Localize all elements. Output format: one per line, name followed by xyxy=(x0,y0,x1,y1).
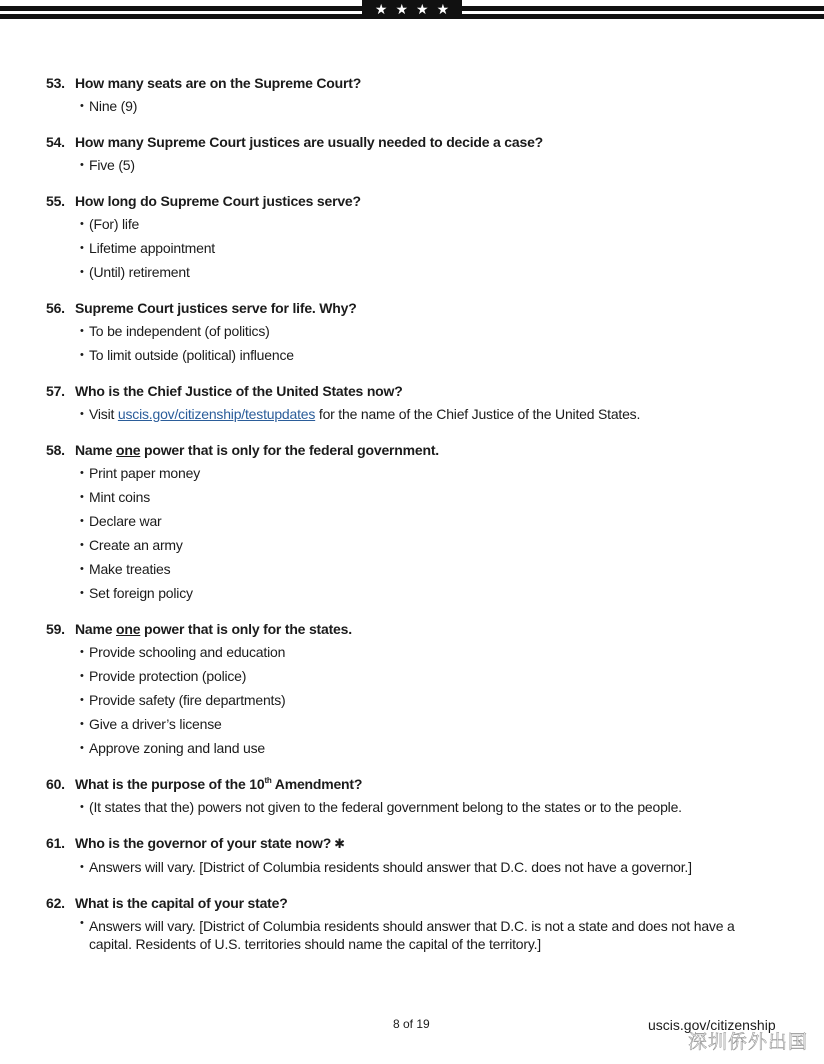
answer-item: • Provide protection (police) xyxy=(80,664,766,688)
header-flag-band xyxy=(0,0,824,22)
answer-item: • Answers will vary. [District of Columbia residents should answer that D.C. does not have a governor.] xyxy=(80,855,766,879)
question-56 xyxy=(46,297,766,367)
title-text: power that is only for the federal government. xyxy=(140,442,439,458)
answer-item: • Declare war xyxy=(80,509,766,533)
star-icon: ★ xyxy=(436,1,450,18)
answer-item: • Set foreign policy xyxy=(80,581,766,605)
question-number: 57. xyxy=(46,383,65,399)
answer-item: • To limit outside (political) influence xyxy=(80,343,766,367)
question-title xyxy=(75,773,362,795)
question-number: 61. xyxy=(46,835,65,851)
title-text: Who is the governor of your state now? xyxy=(75,835,332,851)
footer-url: uscis.gov/citizenship xyxy=(648,1017,776,1033)
question-54 xyxy=(46,131,766,177)
answer-item: • Lifetime appointment xyxy=(80,236,766,260)
question-57 xyxy=(46,380,766,426)
question-59 xyxy=(46,618,766,760)
star-icon: ★ xyxy=(416,1,429,18)
title-text: Name xyxy=(75,442,117,458)
star-box xyxy=(362,0,462,19)
question-title: How long do Supreme Court justices serve? xyxy=(75,193,361,209)
question-53 xyxy=(46,72,766,118)
question-title xyxy=(75,618,352,640)
question-number: 53. xyxy=(46,75,65,91)
asterisk-star-icon: ✱ xyxy=(334,836,345,851)
question-title: What is the capital of your state? xyxy=(75,895,288,911)
title-text: Name xyxy=(75,621,117,637)
question-number: 58. xyxy=(46,442,65,458)
answer-item: • Print paper money xyxy=(80,461,766,485)
answer-item: • Nine (9) xyxy=(80,94,766,118)
answer-item xyxy=(80,402,766,426)
answer-prefix: Visit xyxy=(89,406,118,422)
question-list xyxy=(46,72,766,966)
page-number: 8 of 19 xyxy=(393,1017,430,1031)
answer-item: • Five (5) xyxy=(80,153,766,177)
question-number: 62. xyxy=(46,895,65,911)
watermark: 深圳侨外出国 xyxy=(688,1031,809,1053)
question-number: 60. xyxy=(46,776,65,792)
question-title: How many seats are on the Supreme Court? xyxy=(75,75,362,91)
title-emphasis: one xyxy=(116,621,141,637)
answer-item: • Provide schooling and education xyxy=(80,640,766,664)
answer-item: • Answers will vary. [District of Columbia residents should answer that D.C. is not a state and does not have a capital. Residents of U.S. territories should name the capital of the territory.] xyxy=(80,914,766,953)
star-icon: ★ xyxy=(374,1,388,18)
question-title xyxy=(75,439,439,461)
answer-item: • (For) life xyxy=(80,212,766,236)
question-61 xyxy=(46,832,766,879)
answer-item: • To be independent (of politics) xyxy=(80,319,766,343)
answer-item: • Approve zoning and land use xyxy=(80,736,766,760)
answer-item: • Create an army xyxy=(80,533,766,557)
star-icon: ★ xyxy=(395,1,408,18)
question-title xyxy=(75,832,345,855)
answer-item: • Provide safety (fire departments) xyxy=(80,688,766,712)
answer-item: • (Until) retirement xyxy=(80,260,766,284)
question-number: 59. xyxy=(46,621,65,637)
testupdates-link[interactable]: uscis.gov/citizenship/testupdates xyxy=(117,406,316,422)
question-title: How many Supreme Court justices are usually needed to decide a case? xyxy=(75,134,544,150)
title-text: Amendment? xyxy=(271,776,363,792)
question-number: 54. xyxy=(46,134,65,150)
answer-item: • Give a driver’s license xyxy=(80,712,766,736)
question-number: 56. xyxy=(46,300,65,316)
question-58 xyxy=(46,439,766,605)
question-number: 55. xyxy=(46,193,65,209)
title-emphasis: one xyxy=(116,442,141,458)
question-title: Supreme Court justices serve for life. Why? xyxy=(75,300,357,316)
answer-suffix: for the name of the Chief Justice of the United States. xyxy=(315,406,641,422)
answer-item: • Make treaties xyxy=(80,557,766,581)
ordinal-superscript: th xyxy=(264,776,272,785)
question-62 xyxy=(46,892,766,953)
answer-item: • Mint coins xyxy=(80,485,766,509)
question-55 xyxy=(46,190,766,284)
title-text: What is the purpose of the 10 xyxy=(75,776,265,792)
question-title: Who is the Chief Justice of the United States now? xyxy=(75,383,403,399)
answer-item: • (It states that the) powers not given to the federal government belong to the states or to the people. xyxy=(80,795,766,819)
title-text: power that is only for the states. xyxy=(140,621,352,637)
question-60 xyxy=(46,773,766,819)
